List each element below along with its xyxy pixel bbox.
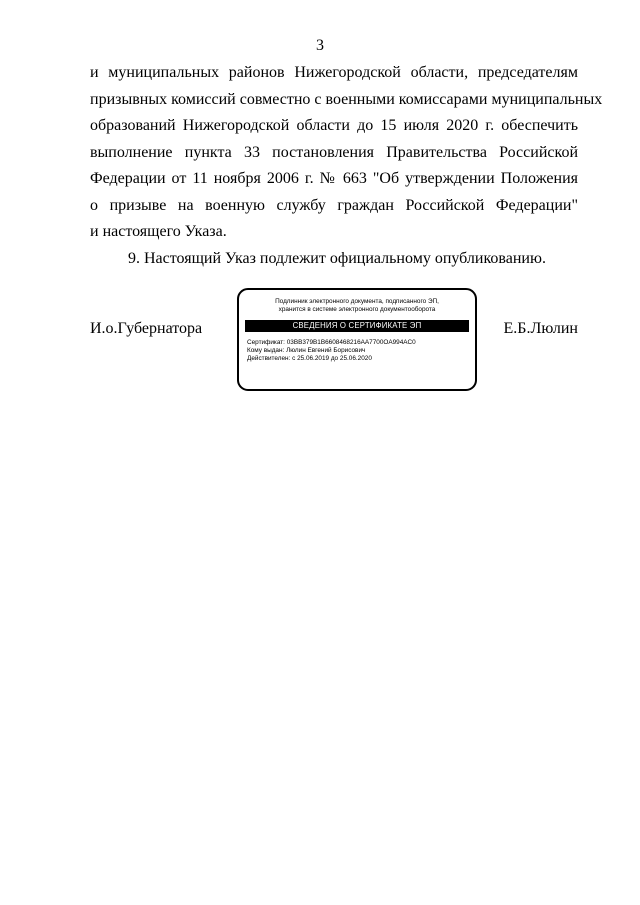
body-line: Федерации от 11 ноября 2006 г. № 663 "Об утверждении Положения (90, 170, 578, 187)
signatory-name: Е.Б.Люлин (503, 320, 578, 337)
body-line: образований Нижегородской области до 15 июля 2020 г. обеспечить (90, 117, 578, 134)
stamp-header-line: хранится в системе электронного документооборота (278, 306, 436, 313)
body-line: призывных комиссий совместно с военными комиссарами муниципальных (90, 90, 603, 108)
certificate-number: Сертификат: 03BB379B1B6608468216AA7700OA994AC0 (247, 339, 416, 346)
page-number: 3 (316, 37, 324, 54)
stamp-details (247, 339, 475, 363)
stamp-title-bar: СВЕДЕНИЯ О СЕРТИФИКАТЕ ЭП (245, 320, 469, 332)
stamp-header-line: Подлинник электронного документа, подписанного ЭП, (275, 298, 439, 305)
body-line: выполнение пункта 33 постановления Правительства Российской (90, 143, 578, 161)
document-body (90, 60, 603, 272)
body-line: и настоящего Указа. (90, 223, 227, 240)
body-line: и муниципальных районов Нижегородской области, председателям (90, 64, 578, 81)
certificate-owner: Кому выдан: Люлин Евгений Борисович (247, 347, 366, 354)
paragraph-9: 9. Настоящий Указ подлежит официальному опубликованию. (128, 249, 546, 267)
certificate-validity: Действителен: с 25.06.2019 до 25.06.2020 (247, 355, 372, 362)
signatory-title: И.о.Губернатора (90, 320, 203, 337)
body-line: о призыве на военную службу граждан Российской Федерации" (90, 196, 578, 214)
electronic-signature-stamp (237, 288, 477, 391)
